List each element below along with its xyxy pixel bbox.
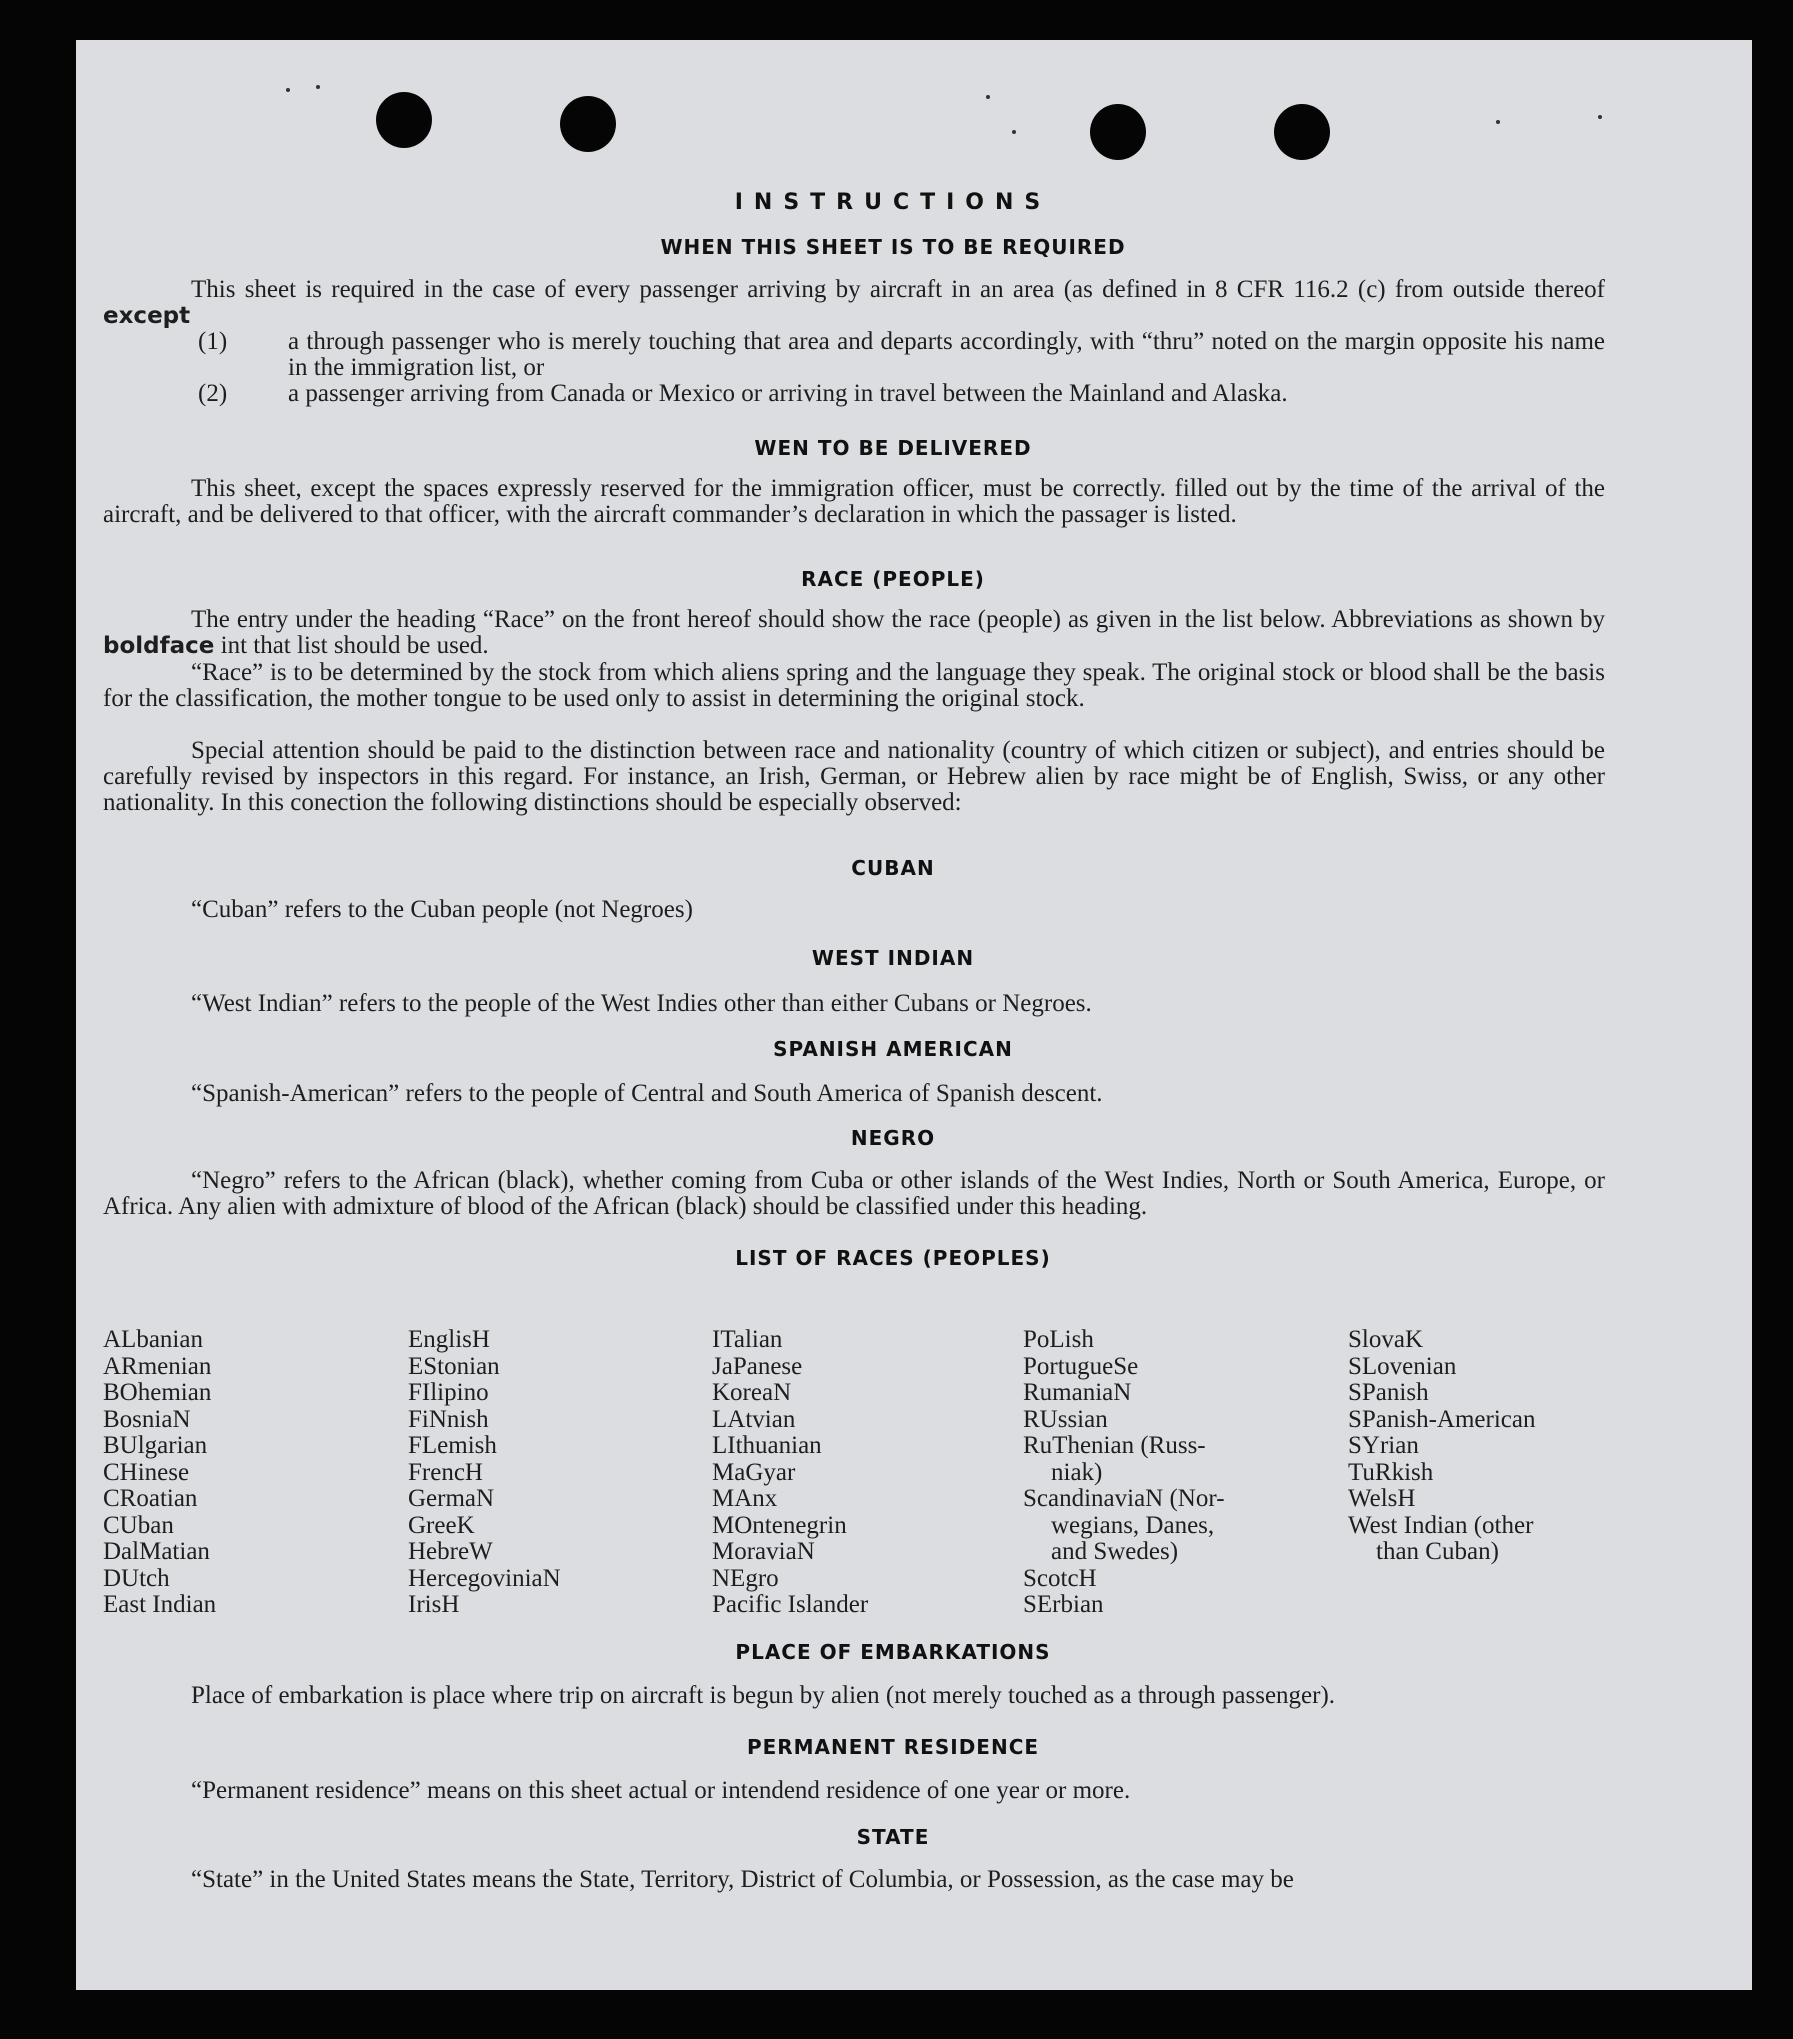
race-entry: wegians, Danes,	[1051, 1511, 1215, 1539]
race-entry: HebreW	[408, 1538, 493, 1565]
race-entry: ScandinaviaN (Nor-	[1023, 1485, 1225, 1512]
race-entry: SPanish-American	[1348, 1405, 1536, 1433]
race-entry: IrisH	[408, 1591, 460, 1618]
when-delivered-text: This sheet, except the spaces expressly reserved for the immigration officer, must be correctly. filled out by the time of the arrival of the aircraft, and be delivered to that officer, with the aircraft commander’s declaration in which the passager is listed.	[103, 475, 1605, 528]
embarkation-text: Place of embarkation is place where trip on aircraft is begun by alien (not merely touched as a through passenger).	[191, 1682, 1336, 1709]
race-entry: HercegoviniaN	[408, 1564, 561, 1592]
heading-negro: NEGRO	[850, 1126, 936, 1150]
permanent-residence-text: “Permanent residence” means on this sheet actual or intendend residence of one year or more.	[191, 1777, 1131, 1804]
heading-state: STATE	[856, 1825, 930, 1849]
punch-hole	[1274, 104, 1330, 160]
race-paragraph-3: Special attention should be paid to the distinction between race and nationality (country of which citizen or subject), and entries should be carefully revised by inspectors in this regard. For instance, an Irish, German, or Hebrew alien by race might be of English, Swiss, or any other nationality. In this conection the following distinctions should be especially observed:	[103, 737, 1605, 816]
race-entry: PortugueSe	[1023, 1352, 1139, 1380]
heading-race: RACE (PEOPLE)	[801, 567, 985, 591]
race-entry: EStonian	[408, 1352, 500, 1380]
race-entry: MAnx	[712, 1485, 778, 1512]
race-entry: WelsH	[1348, 1485, 1416, 1512]
heading-west-indian: WEST INDIAN	[811, 946, 975, 970]
except-emphasis: except	[103, 303, 191, 329]
race-entry: SlovaK	[1348, 1326, 1423, 1353]
race-entry: GermaN	[408, 1485, 495, 1512]
race-entry: MaGyar	[712, 1458, 796, 1486]
race-entry: than Cuban)	[1376, 1538, 1499, 1565]
exception-item-2: (2) a passenger arriving from Canada or Mexico or arriving in travel between the Mainland and Alaska.	[198, 380, 1288, 407]
race-entry: SPanish	[1348, 1379, 1429, 1406]
heading-when-required: WHEN THIS SHEET IS TO BE REQUIRED	[660, 235, 1126, 259]
race-entry: ARmenian	[103, 1352, 212, 1380]
race-entry: SErbian	[1023, 1591, 1104, 1618]
race-entry: FiNnish	[408, 1405, 489, 1433]
race-entry: JaPanese	[712, 1352, 803, 1380]
races-column-1	[103, 1327, 216, 1619]
boldface-emphasis: boldface	[103, 633, 215, 659]
page-title: INSTRUCTIONS	[734, 190, 1052, 215]
heading-when-delivered: WEN TO BE DELIVERED	[754, 436, 1032, 460]
punch-hole	[376, 92, 432, 148]
race-entry: RuThenian (Russ-	[1023, 1432, 1206, 1459]
race-entry: DUtch	[103, 1564, 170, 1592]
heading-permanent-residence: PERMANENT RESIDENCE	[746, 1735, 1040, 1759]
race-entry: East Indian	[103, 1591, 217, 1618]
race-entry: NEgro	[712, 1564, 779, 1592]
race-entry: CHinese	[103, 1458, 190, 1486]
west-indian-text: “West Indian” refers to the people of the West Indies other than either Cubans or Negroes.	[191, 990, 1092, 1017]
race-entry: CRoatian	[103, 1485, 198, 1512]
races-column-2	[408, 1327, 561, 1619]
punch-hole	[560, 96, 616, 152]
race-entry: TuRkish	[1348, 1458, 1434, 1486]
race-entry: GreeK	[408, 1511, 475, 1539]
race-entry: and Swedes)	[1051, 1538, 1179, 1565]
race-entry: LIthuanian	[712, 1432, 822, 1459]
races-column-4	[1023, 1327, 1225, 1619]
race-entry: RumaniaN	[1023, 1379, 1132, 1406]
when-required-intro: This sheet is required in the case of every passenger arriving by aircraft in an area (as defined in 8 CFR 116.2 (c) from outside thereof except	[103, 276, 1605, 329]
race-entry: MOntenegrin	[712, 1511, 847, 1539]
punch-hole	[1090, 104, 1146, 160]
races-column-5	[1348, 1327, 1535, 1566]
race-entry: FrencH	[408, 1458, 483, 1486]
race-entry: FLemish	[408, 1432, 497, 1459]
race-entry: niak)	[1051, 1458, 1103, 1486]
heading-spanish-american: SPANISH AMERICAN	[773, 1037, 1013, 1061]
heading-embarkation: PLACE OF EMBARKATIONS	[735, 1640, 1051, 1664]
race-entry: ITalian	[712, 1326, 783, 1353]
race-paragraph-1: The entry under the heading “Race” on the front hereof should show the race (people) as given in the list below. Abbreviations as shown by boldface int that list should be used.	[103, 606, 1605, 659]
race-entry: West Indian (other	[1348, 1511, 1534, 1539]
race-entry: RUssian	[1023, 1405, 1108, 1433]
race-entry: CUban	[103, 1511, 174, 1539]
heading-cuban: CUBAN	[851, 856, 935, 880]
race-entry: DalMatian	[103, 1538, 210, 1565]
race-entry: SLovenian	[1348, 1352, 1457, 1380]
race-entry: MoraviaN	[712, 1538, 815, 1565]
negro-text: “Negro” refers to the African (black), whether coming from Cuba or other islands of the West Indies, North or South America, Europe, or Africa. Any alien with admixture of blood of the African (black) should be classified under this heading.	[103, 1167, 1605, 1220]
spanish-american-text: “Spanish-American” refers to the people of Central and South America of Spanish descent.	[191, 1080, 1103, 1107]
race-entry: ALbanian	[103, 1326, 203, 1353]
races-column-3	[712, 1327, 868, 1619]
race-entry: ScotcH	[1023, 1564, 1097, 1592]
state-text: “State” in the United States means the State, Territory, District of Columbia, or Possession, as the case may be	[191, 1866, 1294, 1893]
race-entry: PoLish	[1023, 1326, 1094, 1353]
document-sheet	[76, 40, 1752, 1990]
exception-item-1: (1) a through passenger who is merely touching that area and departs accordingly, with “thru” noted on the margin opposite his name in the immigration list, or	[198, 328, 1605, 381]
race-entry: SYrian	[1348, 1432, 1419, 1459]
race-entry: BosniaN	[103, 1405, 191, 1433]
race-entry: FIlipino	[408, 1379, 489, 1406]
cuban-text: “Cuban” refers to the Cuban people (not Negroes)	[191, 896, 693, 923]
race-paragraph-2: “Race” is to be determined by the stock from which aliens spring and the language they speak. The original stock or blood shall be the basis for the classification, the mother tongue to be used only to assist in determining the original stock.	[103, 659, 1605, 712]
race-entry: Pacific Islander	[712, 1591, 869, 1618]
race-entry: BUlgarian	[103, 1432, 208, 1459]
race-entry: EnglisH	[408, 1326, 490, 1353]
heading-list-of-races: LIST OF RACES (PEOPLES)	[735, 1246, 1051, 1270]
race-entry: KoreaN	[712, 1379, 792, 1406]
race-entry: LAtvian	[712, 1405, 796, 1433]
race-entry: BOhemian	[103, 1379, 212, 1406]
